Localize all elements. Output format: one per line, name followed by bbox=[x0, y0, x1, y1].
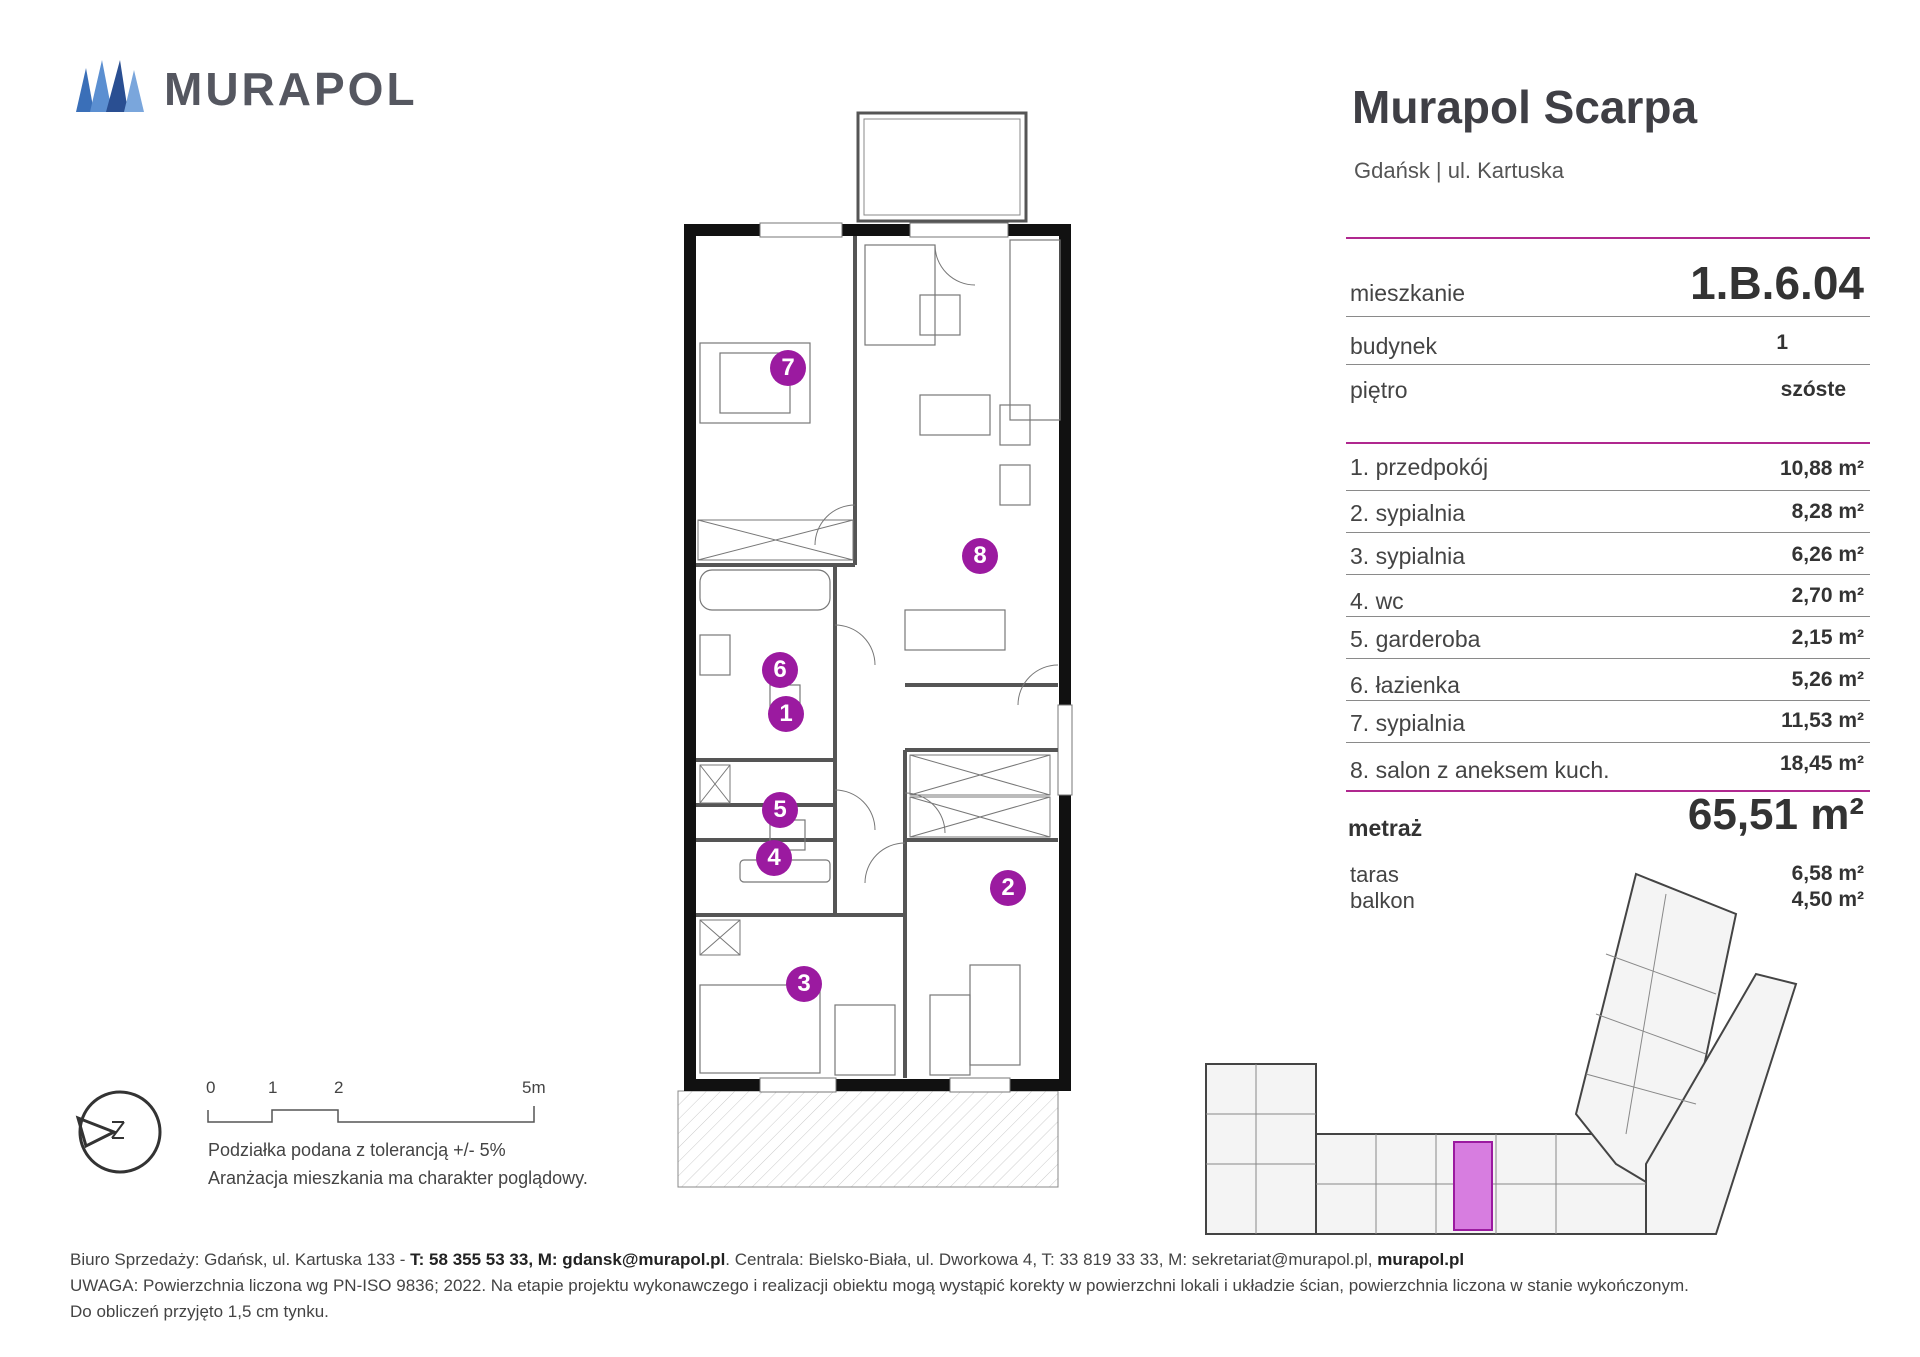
room-name: 8. salon z aneksem kuch. bbox=[1350, 757, 1610, 783]
footer-plaster-note: Do obliczeń przyjęto 1,5 cm tynku. bbox=[70, 1302, 329, 1321]
room-badge-8: 8 bbox=[962, 538, 998, 574]
tolerance-note: Podziałka podana z tolerancją +/- 5% bbox=[208, 1140, 506, 1160]
apartment-label: mieszkanie bbox=[1350, 280, 1466, 306]
footer-contact bbox=[70, 1250, 1464, 1270]
room-area: 11,53 m² bbox=[1781, 709, 1864, 732]
footer-hq: . Centrala: Bielsko-Biała, ul. Dworkowa 4, T: 33 819 33 33, M: sekretariat@murapol.pl, bbox=[725, 1250, 1378, 1269]
divider bbox=[1346, 616, 1870, 617]
floor-value: szóste bbox=[1780, 378, 1846, 401]
room-badge-3: 3 bbox=[786, 966, 822, 1002]
compass-icon bbox=[72, 1084, 168, 1180]
divider bbox=[1346, 532, 1870, 533]
brand-name: MURAPOL bbox=[164, 63, 418, 115]
divider bbox=[1346, 316, 1870, 317]
footer-disclaimer: UWAGA: Powierzchnia liczona wg PN-ISO 9836; 2022. Na etapie projektu wykonawczego i realizacji obiektu mogą wystąpić korekty w powierzchni lokali i układzie ścian, powierzchnia liczona w stanie wykończonym. bbox=[70, 1276, 1689, 1295]
site-key-plan bbox=[1196, 864, 1818, 1240]
room-area: 6,26 m² bbox=[1791, 543, 1864, 566]
room-badge-6: 6 bbox=[762, 652, 798, 688]
room-area: 2,70 m² bbox=[1791, 584, 1864, 607]
extra-name: balkon bbox=[1350, 888, 1415, 913]
arrangement-note: Aranżacja mieszkania ma charakter poglądowy. bbox=[208, 1168, 588, 1188]
room-badge-4: 4 bbox=[756, 840, 792, 876]
room-name: 5. garderoba bbox=[1350, 626, 1481, 652]
scale-tick-label: 0 bbox=[206, 1078, 216, 1097]
building-value: 1 bbox=[1776, 331, 1788, 354]
room-name: 4. wc bbox=[1350, 588, 1404, 614]
project-location: Gdańsk | ul. Kartuska bbox=[1354, 158, 1564, 183]
divider bbox=[1346, 700, 1870, 701]
room-badge-2: 2 bbox=[990, 870, 1026, 906]
room-area: 18,45 m² bbox=[1779, 752, 1864, 775]
extra-name: taras bbox=[1350, 862, 1399, 887]
scale-tick-label: 2 bbox=[334, 1078, 344, 1097]
murapol-logo-icon bbox=[76, 60, 144, 112]
room-name: 6. łazienka bbox=[1350, 672, 1460, 698]
divider bbox=[1346, 237, 1870, 239]
divider bbox=[1346, 490, 1870, 491]
total-area: 65,51 m² bbox=[1687, 790, 1864, 839]
divider bbox=[1346, 742, 1870, 743]
divider bbox=[1346, 364, 1870, 365]
divider bbox=[1346, 442, 1870, 444]
floor-label: piętro bbox=[1350, 377, 1408, 403]
room-area: 5,26 m² bbox=[1791, 668, 1864, 691]
divider bbox=[1346, 574, 1870, 575]
scale-tick-label: 1 bbox=[268, 1078, 278, 1097]
room-name: 1. przedpokój bbox=[1350, 454, 1489, 480]
footer-website: murapol.pl bbox=[1377, 1250, 1465, 1269]
room-badge-7: 7 bbox=[770, 350, 806, 386]
footer-office: Biuro Sprzedaży: Gdańsk, ul. Kartuska 133 - bbox=[70, 1250, 411, 1269]
divider bbox=[1346, 658, 1870, 659]
floor-plan bbox=[660, 105, 1090, 1195]
room-name: 3. sypialnia bbox=[1350, 543, 1466, 569]
room-name: 7. sypialnia bbox=[1350, 710, 1466, 736]
extra-area: 6,58 m² bbox=[1791, 862, 1864, 885]
room-badge-1: 1 bbox=[768, 696, 804, 732]
project-title: Murapol Scarpa bbox=[1352, 81, 1698, 133]
footer-phone-email: T: 58 355 53 33, M: gdansk@murapol.pl bbox=[410, 1250, 726, 1269]
scale-tick-label: 5m bbox=[522, 1078, 546, 1097]
total-label: metraż bbox=[1348, 815, 1423, 841]
apartment-number: 1.B.6.04 bbox=[1690, 257, 1864, 309]
scale-bar bbox=[206, 1098, 546, 1124]
room-badge-5: 5 bbox=[762, 792, 798, 828]
room-area: 2,15 m² bbox=[1791, 626, 1864, 649]
room-area: 10,88 m² bbox=[1779, 457, 1864, 480]
room-area: 8,28 m² bbox=[1791, 500, 1864, 523]
building-label: budynek bbox=[1350, 333, 1437, 359]
room-name: 2. sypialnia bbox=[1350, 500, 1466, 526]
extra-area: 4,50 m² bbox=[1791, 888, 1864, 911]
